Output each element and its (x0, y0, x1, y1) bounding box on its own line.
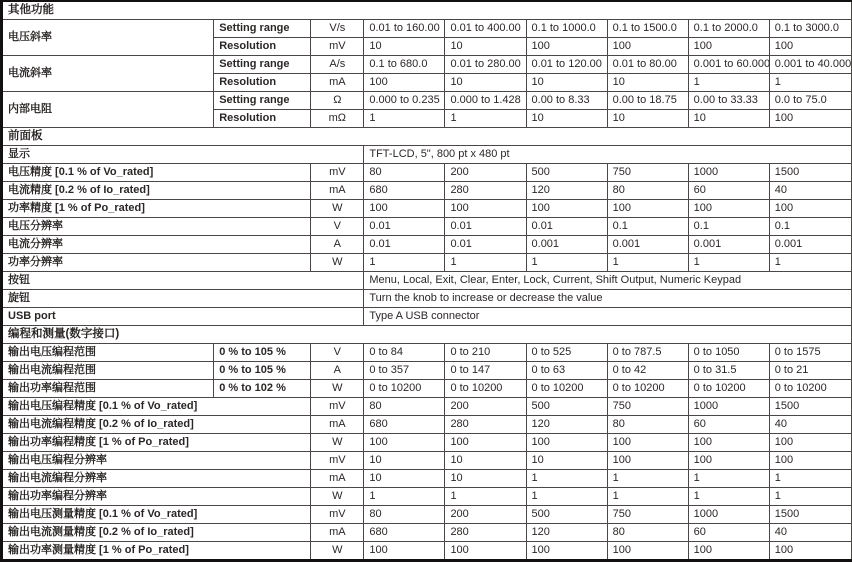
spec-value-cell: 1000 (688, 164, 769, 182)
spec-value-cell: 1 (364, 488, 445, 506)
spec-merged-value-cell: Turn the knob to increase or decrease the value (364, 290, 852, 308)
spec-value-cell: 680 (364, 416, 445, 434)
spec-value-cell: 1 (364, 254, 445, 272)
section-header-row (2, 1, 852, 20)
spec-value-cell: 0.000 to 1.428 (445, 92, 526, 110)
spec-value-cell: 0 to 10200 (526, 380, 607, 398)
spec-label-cell: 输出电压测量精度 [0.1 % of Vo_rated] (2, 506, 311, 524)
spec-unit-cell: mΩ (311, 110, 364, 128)
spec-value-cell: 100 (769, 434, 851, 452)
spec-value-cell: 0 to 10200 (445, 380, 526, 398)
spec-unit-cell: W (311, 200, 364, 218)
spec-merged-value-cell: Menu, Local, Exit, Clear, Enter, Lock, Current, Shift Output, Numeric Keypad (364, 272, 852, 290)
spec-row (2, 398, 852, 416)
spec-value-cell: 200 (445, 164, 526, 182)
spec-unit-cell: W (311, 488, 364, 506)
spec-value-cell: 0 to 21 (769, 362, 851, 380)
spec-value-cell: 100 (526, 542, 607, 561)
spec-value-cell: 0.001 (526, 236, 607, 254)
spec-value-cell: 1 (769, 488, 851, 506)
spec-value-cell: 500 (526, 506, 607, 524)
spec-value-cell: 0.001 to 60.000 (688, 56, 769, 74)
section-title: 前面板 (2, 128, 852, 146)
spec-value-cell: 1 (526, 470, 607, 488)
spec-value-cell: 0.1 to 1500.0 (607, 20, 688, 38)
spec-value-cell: 0.01 to 400.00 (445, 20, 526, 38)
spec-value-cell: 0 to 1050 (688, 344, 769, 362)
spec-row (2, 290, 852, 308)
spec-value-cell: 10 (526, 74, 607, 92)
spec-value-cell: 40 (769, 524, 851, 542)
spec-unit-cell: Ω (311, 92, 364, 110)
spec-row (2, 200, 852, 218)
spec-unit-cell: mA (311, 182, 364, 200)
spec-value-cell: 0.01 to 280.00 (445, 56, 526, 74)
spec-value-cell: 1 (769, 74, 851, 92)
spec-value-cell: 0 to 10200 (607, 380, 688, 398)
spec-label-cell: 输出电压编程精度 [0.1 % of Vo_rated] (2, 398, 311, 416)
spec-label-cell: 电流精度 [0.2 % of Io_rated] (2, 182, 311, 200)
spec-value-cell: 100 (769, 38, 851, 56)
spec-value-cell: 280 (445, 524, 526, 542)
spec-value-cell: 0.00 to 18.75 (607, 92, 688, 110)
spec-value-cell: 100 (607, 38, 688, 56)
spec-value-cell: 100 (607, 542, 688, 561)
spec-value-cell: 10 (688, 110, 769, 128)
spec-value-cell: 280 (445, 416, 526, 434)
spec-value-cell: 0.001 (769, 236, 851, 254)
spec-value-cell: 100 (445, 542, 526, 561)
spec-value-cell: 0.1 to 680.0 (364, 56, 445, 74)
spec-value-cell: 100 (364, 74, 445, 92)
spec-value-cell: 10 (364, 38, 445, 56)
spec-value-cell: 1000 (688, 398, 769, 416)
spec-row (2, 92, 852, 110)
spec-value-cell: 10 (607, 74, 688, 92)
section-title: 编程和测量(数字接口) (2, 326, 852, 344)
spec-value-cell: 10 (607, 110, 688, 128)
spec-unit-cell: A (311, 362, 364, 380)
spec-value-cell: 750 (607, 398, 688, 416)
spec-unit-cell: mV (311, 164, 364, 182)
spec-value-cell: 60 (688, 182, 769, 200)
spec-sub-cell: Resolution (214, 110, 311, 128)
spec-value-cell: 0 to 63 (526, 362, 607, 380)
spec-unit-cell: mA (311, 470, 364, 488)
spec-row (2, 470, 852, 488)
spec-value-cell: 10 (445, 452, 526, 470)
spec-value-cell: 100 (769, 542, 851, 561)
spec-value-cell: 0.01 (445, 218, 526, 236)
spec-value-cell: 1 (769, 254, 851, 272)
spec-value-cell: 680 (364, 524, 445, 542)
spec-row (2, 182, 852, 200)
spec-value-cell: 280 (445, 182, 526, 200)
spec-row (2, 236, 852, 254)
spec-value-cell: 1 (769, 470, 851, 488)
spec-value-cell: 0.01 (445, 236, 526, 254)
spec-value-cell: 100 (688, 200, 769, 218)
spec-value-cell: 10 (445, 470, 526, 488)
spec-value-cell: 0 to 31.5 (688, 362, 769, 380)
spec-value-cell: 0.1 (769, 218, 851, 236)
spec-row (2, 56, 852, 74)
spec-value-cell: 100 (445, 434, 526, 452)
spec-unit-cell: W (311, 542, 364, 561)
spec-value-cell: 0 to 525 (526, 344, 607, 362)
spec-value-cell: 0.00 to 8.33 (526, 92, 607, 110)
spec-value-cell: 1 (445, 488, 526, 506)
spec-value-cell: 0 to 42 (607, 362, 688, 380)
spec-value-cell: 80 (607, 182, 688, 200)
spec-value-cell: 10 (364, 470, 445, 488)
spec-unit-cell: mV (311, 452, 364, 470)
spec-label-cell: 输出电流测量精度 [0.2 % of Io_rated] (2, 524, 311, 542)
spec-value-cell: 1 (364, 110, 445, 128)
spec-value-cell: 0 to 210 (445, 344, 526, 362)
spec-row (2, 218, 852, 236)
spec-value-cell: 0.01 (364, 236, 445, 254)
spec-value-cell: 100 (688, 452, 769, 470)
spec-value-cell: 100 (688, 434, 769, 452)
spec-value-cell: 0.01 (364, 218, 445, 236)
spec-value-cell: 0.001 (688, 236, 769, 254)
spec-row (2, 380, 852, 398)
spec-value-cell: 1 (445, 110, 526, 128)
spec-sub-cell: 0 % to 105 % (214, 362, 311, 380)
spec-label-cell: 功率精度 [1 % of Po_rated] (2, 200, 311, 218)
spec-value-cell: 1 (526, 254, 607, 272)
spec-value-cell: 100 (526, 200, 607, 218)
spec-label-cell: 输出电压编程分辨率 (2, 452, 311, 470)
spec-value-cell: 100 (769, 452, 851, 470)
spec-value-cell: 0 to 1575 (769, 344, 851, 362)
spec-value-cell: 80 (364, 164, 445, 182)
spec-row (2, 362, 852, 380)
spec-label-cell: 输出电流编程精度 [0.2 % of Io_rated] (2, 416, 311, 434)
spec-sub-cell: Setting range (214, 92, 311, 110)
spec-unit-cell: W (311, 254, 364, 272)
spec-sub-cell: 0 % to 105 % (214, 344, 311, 362)
spec-value-cell: 100 (769, 200, 851, 218)
spec-value-cell: 60 (688, 416, 769, 434)
spec-value-cell: 100 (364, 200, 445, 218)
spec-row (2, 20, 852, 38)
spec-value-cell: 10 (445, 74, 526, 92)
spec-value-cell: 100 (769, 110, 851, 128)
spec-value-cell: 0 to 357 (364, 362, 445, 380)
spec-value-cell: 100 (364, 542, 445, 561)
spec-value-cell: 1 (688, 254, 769, 272)
spec-value-cell: 0.1 to 2000.0 (688, 20, 769, 38)
spec-sub-cell: Setting range (214, 56, 311, 74)
spec-value-cell: 120 (526, 416, 607, 434)
spec-value-cell: 10 (526, 452, 607, 470)
spec-row (2, 506, 852, 524)
spec-unit-cell: A/s (311, 56, 364, 74)
spec-value-cell: 500 (526, 398, 607, 416)
spec-value-cell: 0.1 to 3000.0 (769, 20, 851, 38)
spec-row (2, 452, 852, 470)
spec-unit-cell: mA (311, 74, 364, 92)
spec-value-cell: 500 (526, 164, 607, 182)
spec-value-cell: 80 (364, 398, 445, 416)
spec-unit-cell: mA (311, 524, 364, 542)
spec-value-cell: 80 (607, 524, 688, 542)
spec-row (2, 416, 852, 434)
spec-value-cell: 10 (526, 110, 607, 128)
spec-label-cell: 电压精度 [0.1 % of Vo_rated] (2, 164, 311, 182)
spec-value-cell: 1 (688, 470, 769, 488)
spec-value-cell: 0.000 to 0.235 (364, 92, 445, 110)
spec-row (2, 164, 852, 182)
spec-merged-value-cell: TFT-LCD, 5", 800 pt x 480 pt (364, 146, 852, 164)
spec-table-body (2, 1, 852, 561)
spec-value-cell: 80 (607, 416, 688, 434)
spec-label-cell: 旋钮 (2, 290, 364, 308)
spec-value-cell: 750 (607, 164, 688, 182)
spec-value-cell: 680 (364, 182, 445, 200)
spec-unit-cell: mV (311, 398, 364, 416)
spec-sub-cell: Setting range (214, 20, 311, 38)
spec-merged-value-cell: Type A USB connector (364, 308, 852, 326)
spec-label-cell: 电流斜率 (2, 56, 214, 92)
spec-value-cell: 0.001 (607, 236, 688, 254)
spec-value-cell: 0.1 (688, 218, 769, 236)
spec-value-cell: 40 (769, 416, 851, 434)
spec-label-cell: 输出电流编程分辨率 (2, 470, 311, 488)
spec-label-cell: 输出电压编程范围 (2, 344, 214, 362)
spec-unit-cell: mA (311, 416, 364, 434)
spec-value-cell: 200 (445, 398, 526, 416)
spec-row (2, 146, 852, 164)
spec-value-cell: 750 (607, 506, 688, 524)
spec-sub-cell: Resolution (214, 38, 311, 56)
spec-value-cell: 0.01 to 80.00 (607, 56, 688, 74)
spec-value-cell: 0.001 to 40.000 (769, 56, 851, 74)
spec-value-cell: 1 (445, 254, 526, 272)
spec-unit-cell: W (311, 434, 364, 452)
spec-value-cell: 0 to 10200 (688, 380, 769, 398)
spec-label-cell: 输出功率编程范围 (2, 380, 214, 398)
spec-value-cell: 80 (364, 506, 445, 524)
spec-value-cell: 1500 (769, 398, 851, 416)
spec-value-cell: 100 (607, 434, 688, 452)
spec-value-cell: 0.1 (607, 218, 688, 236)
spec-value-cell: 60 (688, 524, 769, 542)
spec-unit-cell: V (311, 218, 364, 236)
spec-value-cell: 100 (607, 452, 688, 470)
spec-value-cell: 0.0 to 75.0 (769, 92, 851, 110)
spec-value-cell: 120 (526, 182, 607, 200)
spec-value-cell: 0 to 147 (445, 362, 526, 380)
spec-value-cell: 100 (688, 38, 769, 56)
spec-value-cell: 10 (445, 38, 526, 56)
spec-unit-cell: mV (311, 506, 364, 524)
spec-label-cell: 输出功率编程分辨率 (2, 488, 311, 506)
spec-value-cell: 0.01 to 120.00 (526, 56, 607, 74)
spec-label-cell: 输出电流编程范围 (2, 362, 214, 380)
spec-label-cell: 电压斜率 (2, 20, 214, 56)
spec-unit-cell: V/s (311, 20, 364, 38)
spec-value-cell: 1 (688, 74, 769, 92)
spec-row (2, 542, 852, 561)
spec-value-cell: 0 to 10200 (769, 380, 851, 398)
spec-value-cell: 100 (607, 200, 688, 218)
spec-value-cell: 0.01 to 160.00 (364, 20, 445, 38)
section-header-row (2, 326, 852, 344)
spec-label-cell: USB port (2, 308, 364, 326)
spec-row (2, 308, 852, 326)
spec-value-cell: 1500 (769, 164, 851, 182)
spec-value-cell: 0 to 787.5 (607, 344, 688, 362)
spec-label-cell: 按钮 (2, 272, 364, 290)
spec-label-cell: 输出功率编程精度 [1 % of Po_rated] (2, 434, 311, 452)
spec-row (2, 434, 852, 452)
spec-value-cell: 100 (445, 200, 526, 218)
spec-value-cell: 1 (526, 488, 607, 506)
section-title: 其他功能 (2, 1, 852, 20)
spec-unit-cell: W (311, 380, 364, 398)
spec-value-cell: 1 (688, 488, 769, 506)
spec-value-cell: 0.00 to 33.33 (688, 92, 769, 110)
spec-label-cell: 内部电阻 (2, 92, 214, 128)
spec-row (2, 344, 852, 362)
spec-value-cell: 0.01 (526, 218, 607, 236)
section-header-row (2, 128, 852, 146)
spec-label-cell: 显示 (2, 146, 364, 164)
spec-row (2, 524, 852, 542)
spec-value-cell: 100 (688, 542, 769, 561)
spec-label-cell: 电流分辨率 (2, 236, 311, 254)
spec-sub-cell: 0 % to 102 % (214, 380, 311, 398)
spec-value-cell: 1 (607, 254, 688, 272)
spec-label-cell: 输出功率测量精度 [1 % of Po_rated] (2, 542, 311, 561)
spec-value-cell: 0 to 84 (364, 344, 445, 362)
spec-value-cell: 1500 (769, 506, 851, 524)
spec-unit-cell: A (311, 236, 364, 254)
spec-value-cell: 40 (769, 182, 851, 200)
spec-value-cell: 1 (607, 470, 688, 488)
spec-row (2, 488, 852, 506)
spec-value-cell: 0.1 to 1000.0 (526, 20, 607, 38)
spec-value-cell: 120 (526, 524, 607, 542)
spec-value-cell: 1 (607, 488, 688, 506)
spec-value-cell: 100 (526, 38, 607, 56)
spec-unit-cell: mV (311, 38, 364, 56)
spec-value-cell: 0 to 10200 (364, 380, 445, 398)
spec-value-cell: 10 (364, 452, 445, 470)
spec-value-cell: 100 (364, 434, 445, 452)
spec-label-cell: 功率分辨率 (2, 254, 311, 272)
spec-label-cell: 电压分辨率 (2, 218, 311, 236)
spec-value-cell: 100 (526, 434, 607, 452)
spec-row (2, 254, 852, 272)
spec-unit-cell: V (311, 344, 364, 362)
spec-value-cell: 200 (445, 506, 526, 524)
spec-sub-cell: Resolution (214, 74, 311, 92)
spec-value-cell: 1000 (688, 506, 769, 524)
spec-row (2, 272, 852, 290)
